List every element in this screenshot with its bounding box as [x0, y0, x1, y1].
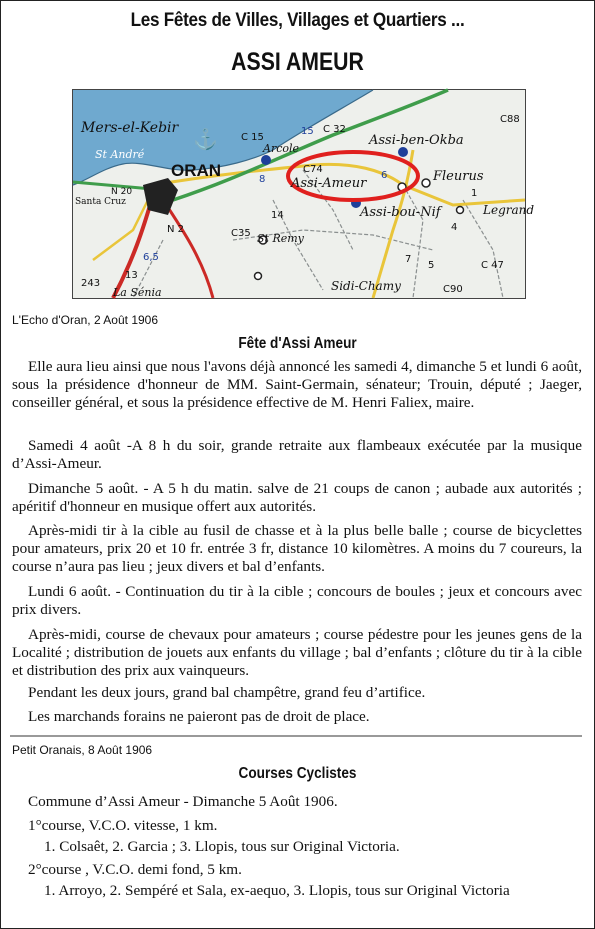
article1-paragraph: Samedi 4 août -A 8 h du soir, grande retraite aux flambeaux exécutée par la musique d’Assi-Ameur.: [12, 437, 582, 472]
map-svg: [73, 90, 535, 299]
map-label-mers-el-kebir: Mers-el-Kebir: [81, 120, 179, 136]
article1-title: Fête d'Assi Ameur: [238, 335, 357, 352]
map-km-65: 6,5: [143, 252, 159, 263]
map-label-assi-ben-okba: Assi-ben-Okba: [369, 133, 464, 148]
map-km-13: 13: [125, 270, 138, 281]
article1-source: L'Echo d'Oran, 2 Août 1906: [12, 313, 159, 327]
map-label-arcole: Arcole: [263, 142, 300, 155]
map-km-14: 14: [271, 210, 284, 221]
article2-line: Commune d’Assi Ameur - Dimanche 5 Août 1906.: [28, 793, 338, 810]
map-label-legrand: Legrand: [483, 203, 535, 217]
map-km-7: 7: [405, 254, 412, 265]
map-assi-ben-okba-dot: [398, 147, 408, 157]
map-label-assi-bou-nif: Assi-bou-Nif: [360, 205, 441, 220]
article1-paragraph: Les marchands forains ne paieront pas de droit de place.: [28, 708, 370, 725]
article2-line: 2°course , V.C.O. demi fond, 5 km.: [28, 861, 242, 878]
map-km-4: 4: [451, 222, 458, 233]
map-road-c35: C35: [231, 228, 251, 239]
map-road-c90: C90: [443, 284, 463, 295]
map-sidi-chami-dot: [255, 273, 262, 280]
map-road-n20: N 20: [111, 187, 133, 197]
map-legrand-dot: [457, 207, 464, 214]
article2-line: 1. Arroyo, 2. Sempéré et Sala, ex-aequo, 3. Llopis, tous sur Original Victoria: [44, 882, 510, 899]
map-km-15: 15: [301, 126, 314, 137]
map-arcole-dot: [261, 155, 271, 165]
article2-line: 1°course, V.C.O. vitesse, 1 km.: [28, 817, 218, 834]
map-km-5: 5: [428, 260, 435, 271]
article1-paragraph: Elle aura lieu ainsi que nous l'avons déjà annoncé les samedi 4, dimanche 5 et lundi 6 août, sous la présidence d'honneur de MM. Saint-Germain, sénateur; Trouin, député ; Jaeger, conseiller général, et sous la présidence effective de M. Henri Faliex, maire.: [12, 358, 582, 411]
map-label-oran: ORAN: [171, 161, 222, 180]
map-label-st-remy: St Remy: [257, 232, 304, 245]
anchor-icon: ⚓: [193, 129, 218, 151]
main-title: ASSI AMEUR: [231, 48, 364, 76]
map-road-c74: C74: [303, 164, 323, 175]
article2-title: Courses Cyclistes: [238, 765, 357, 782]
map-label-sidi-chami: Sidi-Chamy: [331, 279, 401, 293]
map-label-st-andre: St André: [95, 148, 145, 161]
map-image: [72, 89, 535, 299]
article1-paragraph: Après-midi, course de chevaux pour amateurs ; course pédestre pour les jeunes gens de la Localité ; distribution de jouets aux enfants du village ; bal d’enfants ; clôture du tir à la cible et distribution des prix aux vainqueurs.: [12, 626, 582, 679]
map-label-fleurus: Fleurus: [433, 169, 484, 184]
map-fleurus-dot: [422, 179, 430, 187]
map-km-243: 243: [81, 278, 101, 289]
map-label-assi-ameur: Assi-Ameur: [291, 176, 367, 191]
article1-paragraph: Pendant les deux jours, grand bal champêtre, grand feu d’artifice.: [28, 684, 426, 701]
header-title: Les Fêtes de Villes, Villages et Quartiers ...: [130, 10, 465, 31]
map-road-c47: C 47: [481, 260, 504, 271]
map-road-c32: C 32: [323, 124, 346, 135]
map-road-n2: N 2: [167, 224, 185, 235]
map-km-1: 1: [471, 188, 478, 199]
article1-paragraph: Après-midi tir à la cible au fusil de chasse et à la plus belle balle ; course de bicyclettes pour amateurs, prix 20 et 10 fr. entrée 3 fr, distance 10 kilomètres. A moins du 7 coureurs, la course n’aura pas lieu ; jeux divers et bal d’enfants.: [12, 522, 582, 575]
map-road-c15: C 15: [241, 132, 264, 143]
map-km-8: 8: [259, 174, 266, 185]
section-divider: [10, 735, 582, 737]
article2-source: Petit Oranais, 8 Août 1906: [12, 743, 153, 757]
article2-line: 1. Colsaêt, 2. Garcia ; 3. Llopis, tous sur Original Victoria.: [44, 838, 400, 855]
map-road-c88: C88: [500, 114, 520, 125]
map-label-la-senia: La Sénia: [113, 286, 162, 299]
article1-paragraph: Lundi 6 août. - Continuation du tir à la cible ; concours de boules ; jeux et concours avec prix divers.: [12, 583, 582, 618]
map-label-santa-cruz: Santa Cruz: [75, 197, 126, 207]
map-km-6: 6: [381, 170, 388, 181]
article1-paragraph: Dimanche 5 août. - A 5 h du matin. salve de 21 coups de canon ; aubade aux autorités ; apéritif d'honneur en musique offert aux autorités.: [12, 480, 582, 515]
